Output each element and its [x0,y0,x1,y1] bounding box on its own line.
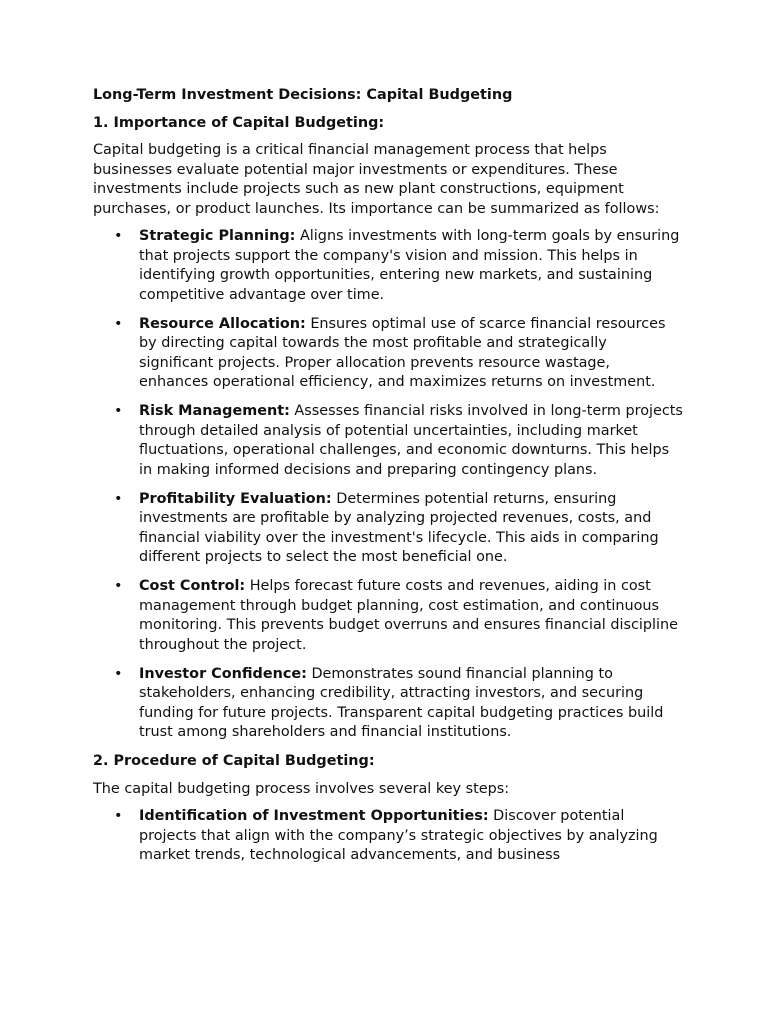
procedure-list [93,807,683,866]
item-term: Risk Management: [139,403,290,419]
list-item [93,665,683,743]
document-title: Long-Term Investment Decisions: Capital Budgeting [93,87,513,103]
importance-list [93,227,683,743]
bullet-icon: • [114,315,123,332]
bullet-icon: • [114,578,123,594]
bullet-icon: • [114,403,123,419]
item-text: Assesses financial risks involved in long-term projects through detailed analysis of potential uncertainties, including market fluctuations, operational challenges, and economic downturns. This helps in making informed decisions and preparing contingency plans. [139,403,683,478]
list-item [93,402,683,480]
document-page [93,86,683,875]
bullet-icon: • [114,228,123,244]
list-item [93,490,683,568]
section-intro-procedure: The capital budgeting process involves several key steps: [93,780,510,797]
item-text: Aligns investments with long-term goals by ensuring that projects support the company's vision and mission. This helps in identifying growth opportunities, entering new markets, and sustaining competitive advantage over time. [139,228,680,303]
section-heading-procedure: 2. Procedure of Capital Budgeting: [93,753,375,769]
list-item [93,315,683,393]
list-item [93,807,683,866]
item-text: Demonstrates sound financial planning to stakeholders, enhancing credibility, attracting investors, and securing funding for future projects. Transparent capital budgeting practices build trust among shareholders and financial institutions. [139,665,664,740]
section-heading-importance: 1. Importance of Capital Budgeting: [93,114,385,131]
item-text: Ensures optimal use of scarce financial resources by directing capital towards the most profitable and strategically significant projects. Proper allocation prevents resource wastage, enhances operational efficiency, and maximizes returns on investment. [139,315,666,390]
item-text: Helps forecast future costs and revenues, aiding in cost management through budget planning, cost estimation, and continuous monitoring. This prevents budget overruns and ensures financial discipline throughout the project. [139,578,678,653]
item-term: Investor Confidence: [139,665,307,682]
bullet-icon: • [114,490,123,507]
section-intro-importance: Capital budgeting is a critical financial management process that helps businesses evaluate potential major investments or expenditures. These investments include projects such as new plant constructions, equipment purchases, or product launches. Its importance can be summarized as follows: [93,142,660,217]
list-item [93,227,683,305]
item-term: Identification of Investment Opportunities: [139,808,489,824]
item-text: Discover potential projects that align with the company’s strategic objectives by analyzing market trends, technological advancements, and business [139,808,658,863]
list-item [93,577,683,655]
item-term: Profitability Evaluation: [139,490,332,507]
bullet-icon: • [114,808,123,824]
item-term: Resource Allocation: [139,315,306,332]
item-term: Cost Control: [139,578,246,594]
item-text: Determines potential returns, ensuring investments are profitable by analyzing projected revenues, costs, and financial viability over the investment's lifecycle. This aids in comparing different projects to select the most beneficial one. [139,490,659,565]
bullet-icon: • [114,665,123,682]
item-term: Strategic Planning: [139,228,296,244]
